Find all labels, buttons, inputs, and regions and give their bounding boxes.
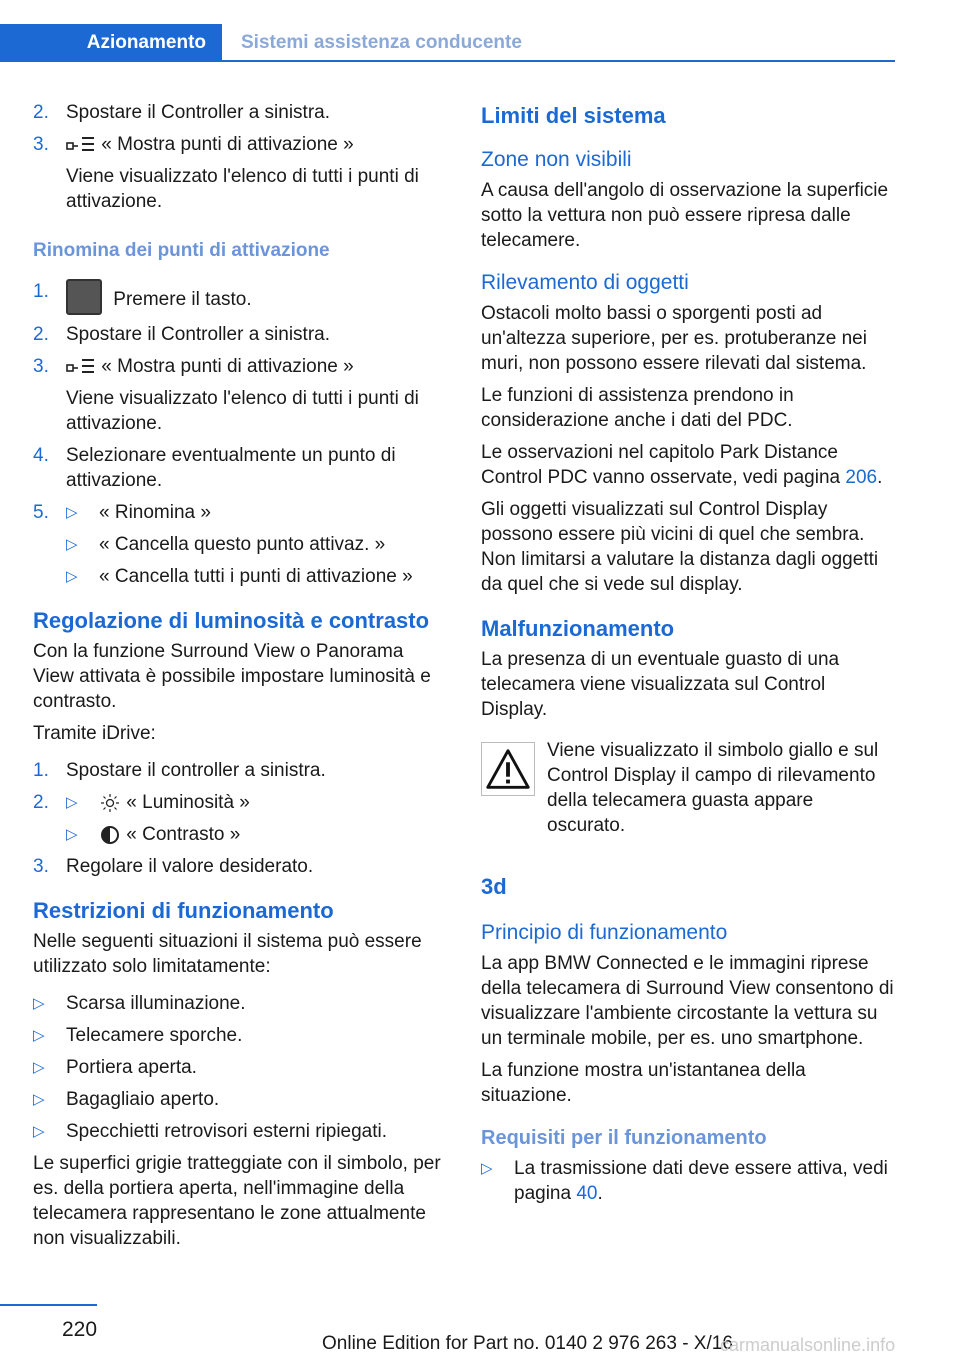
list-item: ▷ Scarsa illuminazione. (33, 993, 246, 1014)
right-column (481, 100, 896, 1213)
list-item: 3. Regolare il valore desiderato. (33, 856, 314, 877)
heading-rilevamento: Rilevamento di oggetti (481, 271, 689, 294)
list-item: 3. « Mostra punti di attivazione » (33, 134, 354, 155)
edition-text: Online Edition for Part no. 0140 2 976 263 - X/16 (322, 1333, 733, 1354)
paragraph: Tramite iDrive: (33, 723, 156, 744)
list-item: ▷ La trasmissione dati deve essere attiva, vedi pagina 40. (481, 1158, 888, 1204)
activation-points-button-icon (66, 279, 102, 315)
heading-regolazione: Regolazione di luminosità e contrasto (33, 608, 430, 633)
warning-triangle-icon (481, 742, 535, 796)
heading-requisiti: Requisiti per il funzionamento (481, 1127, 767, 1149)
paragraph: La presenza di un eventuale guasto di una telecamera viene visualizzata sul Control Display. (481, 649, 840, 720)
list-subitem: ▷ « Contrasto » (66, 824, 241, 845)
contrast-icon (99, 825, 121, 845)
paragraph: Viene visualizzato il simbolo giallo e sul Control Display il campo di rilevamento della telecamera guasta appare oscurato. (547, 740, 879, 836)
paragraph: La app BMW Connected e le immagini riprese della telecamera di Surround View consentono di visualizzare l'ambiente circostante la vettura su un terminale mobile, per es. uno smartphone. (481, 953, 894, 1049)
triangle-bullet-icon: ▷ (33, 995, 45, 1012)
paragraph: Le osservazioni nel capitolo Park Distance Control PDC vanno osservate, vedi pagina 206. (481, 442, 883, 488)
triangle-bullet-icon: ▷ (33, 1059, 45, 1076)
heading-principio: Principio di funzionamento (481, 921, 728, 944)
triangle-bullet-icon: ▷ (66, 794, 78, 811)
list-item: 1. Premere il tasto. (33, 279, 441, 315)
item-note: Viene visualizzato l'elenco di tutti i punti di attivazione. (66, 166, 419, 212)
list-item: 2. Spostare il Controller a sinistra. (33, 324, 330, 345)
activation-points-icon (66, 135, 96, 155)
list-subitem: ▷ « Cancella questo punto attivaz. » (66, 534, 386, 555)
heading-3d: 3d (481, 874, 507, 899)
triangle-bullet-icon: ▷ (66, 568, 78, 585)
paragraph: Ostacoli molto bassi o sporgenti posti ad un'altezza superiore, per es. protuberanze nei muri, non possono essere rilevati dal sistema. (481, 303, 867, 374)
list-item: 3. « Mostra punti di attivazione » (33, 356, 354, 377)
paragraph: Nelle seguenti situazioni il sistema può essere utilizzato solo limitatamente: (33, 931, 422, 977)
list-subitem: ▷ « Cancella tutti i punti di attivazione » (66, 566, 413, 587)
heading-limiti: Limiti del sistema (481, 103, 666, 128)
page-number: 220 (62, 1318, 98, 1341)
triangle-bullet-icon: ▷ (33, 1091, 45, 1108)
list-item: ▷ Bagagliaio aperto. (33, 1089, 220, 1110)
page-header (0, 24, 895, 62)
list-item: 2. ▷ « Luminosità » (33, 792, 250, 813)
triangle-bullet-icon: ▷ (33, 1027, 45, 1044)
list-item: 4. Selezionare eventualmente un punto di attivazione. (33, 445, 396, 491)
triangle-bullet-icon: ▷ (33, 1123, 45, 1140)
list-item: ▷ Portiera aperta. (33, 1057, 197, 1078)
heading-zone: Zone non visibili (481, 148, 632, 171)
activation-points-icon (66, 357, 96, 377)
list-item: 2. Spostare il Controller a sinistra. (33, 102, 330, 123)
triangle-bullet-icon: ▷ (481, 1160, 493, 1177)
footer-rule (0, 1304, 97, 1306)
item-note: Viene visualizzato l'elenco di tutti i punti di attivazione. (66, 388, 419, 434)
paragraph: Le superfici grigie tratteggiate con il simbolo, per es. della portiera aperta, nell'immagine della telecamera rappresentano le zone attualmente non visualizzabili. (33, 1153, 441, 1249)
warning-block (481, 738, 896, 845)
paragraph: A causa dell'angolo di osservazione la superficie sotto la vettura non può essere ripresa dalle telecamere. (481, 180, 889, 251)
chapter-tab[interactable]: Azionamento (0, 24, 222, 62)
paragraph: La funzione mostra un'istantanea della situazione. (481, 1060, 806, 1106)
page-link-40[interactable]: 40 (576, 1183, 598, 1204)
paragraph: Gli oggetti visualizzati sul Control Display possono essere più vicini di quel che sembra. Non limitarsi a valutare la distanza dagli oggetti da quel che si vede sul display. (481, 499, 879, 595)
list-item: ▷ Specchietti retrovisori esterni ripiegati. (33, 1121, 388, 1142)
section-tab[interactable]: Sistemi assistenza conducente (241, 32, 522, 53)
brightness-icon (99, 793, 121, 813)
watermark: carmanualsonline.info (720, 1335, 896, 1355)
list-item: ▷ Telecamere sporche. (33, 1025, 243, 1046)
list-item: 5. ▷ « Rinomina » (33, 502, 211, 523)
paragraph: Le funzioni di assistenza prendono in considerazione anche i dati del PDC. (481, 385, 794, 431)
list-item: 1. Spostare il controller a sinistra. (33, 760, 326, 781)
heading-malfunzionamento: Malfunzionamento (481, 616, 675, 641)
paragraph: Con la funzione Surround View o Panorama View attivata è possibile impostare luminosità e contrasto. (33, 641, 431, 712)
heading-restrizioni: Restrizioni di funzionamento (33, 898, 334, 923)
triangle-bullet-icon: ▷ (66, 504, 78, 521)
left-column (33, 100, 441, 1258)
triangle-bullet-icon: ▷ (66, 536, 78, 553)
triangle-bullet-icon: ▷ (66, 826, 78, 843)
subheading-rinomina: Rinomina dei punti di attivazione (33, 240, 330, 261)
page-link-206[interactable]: 206 (845, 467, 878, 488)
